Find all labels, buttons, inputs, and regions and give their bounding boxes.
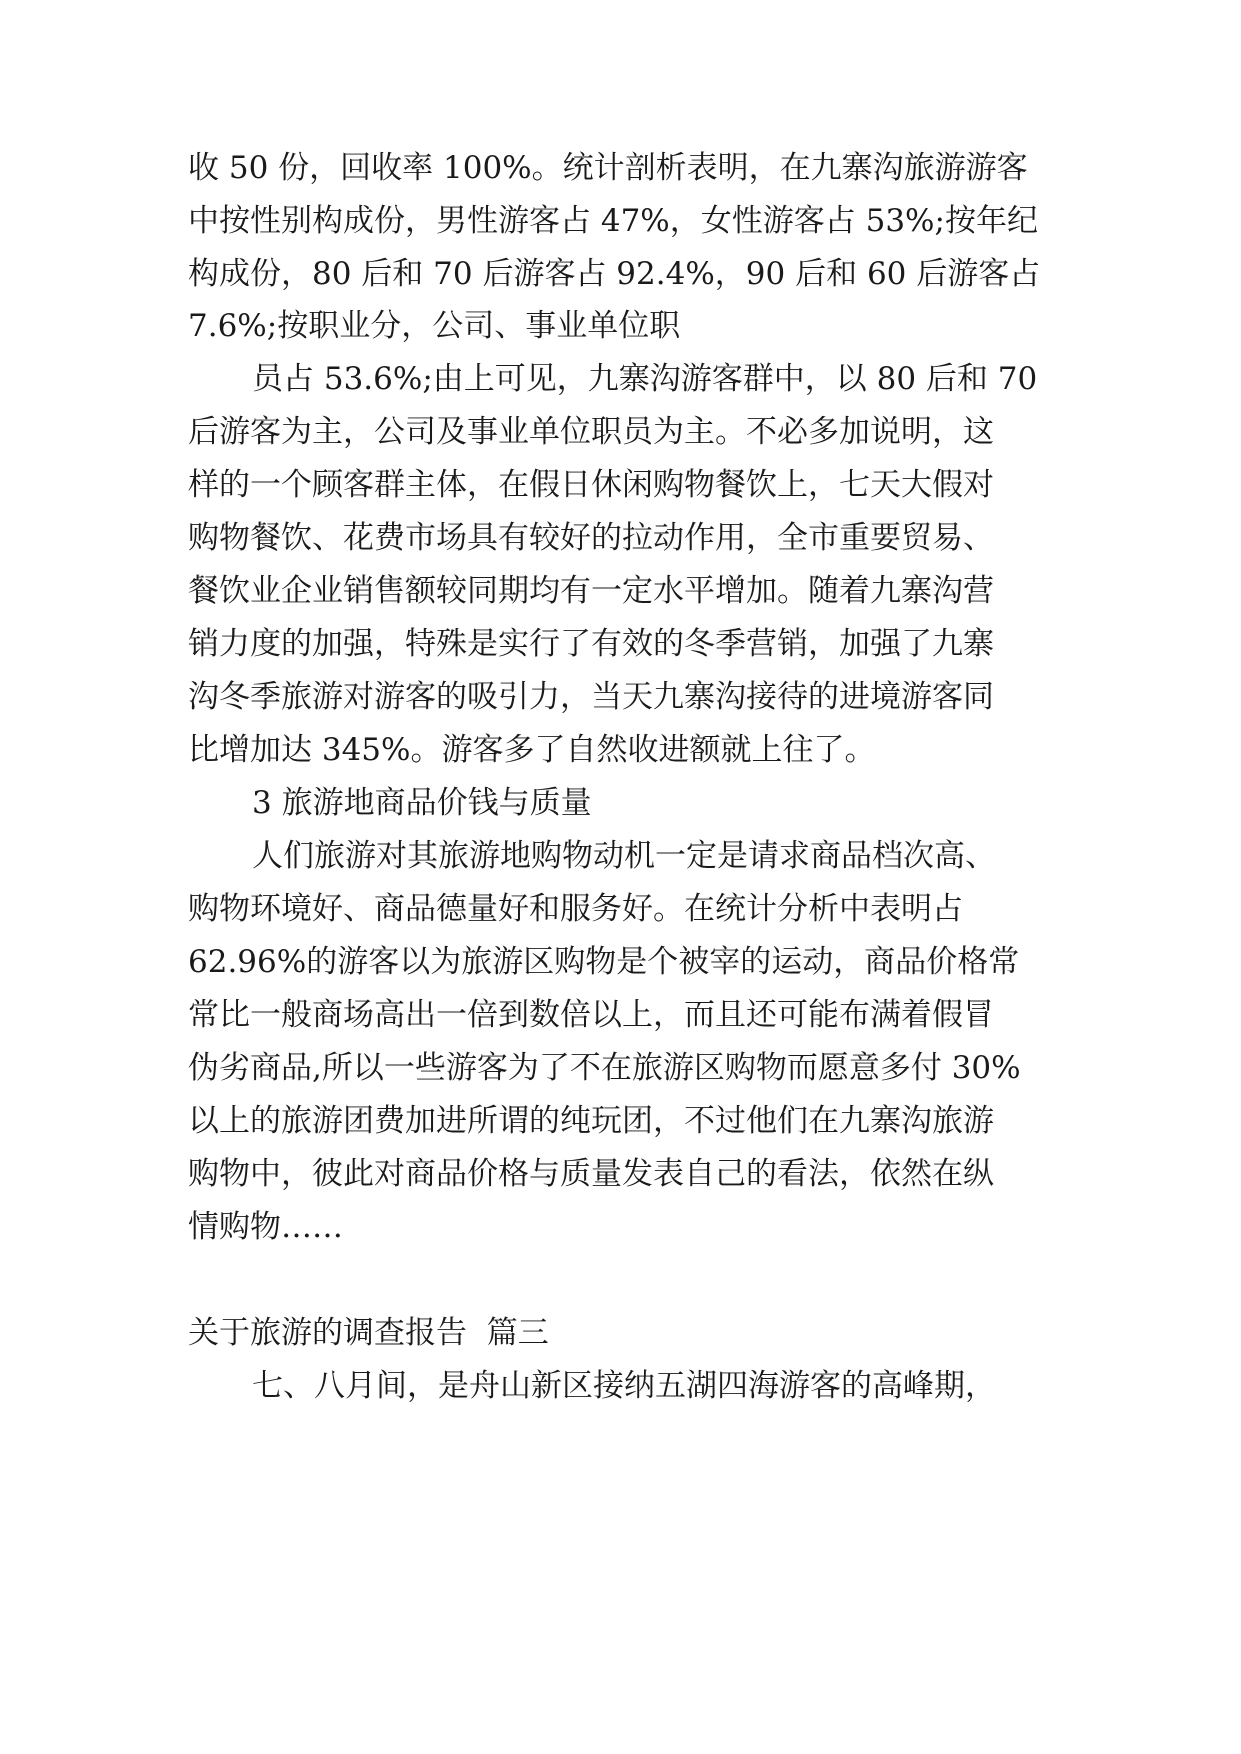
- body-line: 中按性别构成份，男性游客占 47%，女性游客占 53%;按年纪: [188, 203, 1038, 239]
- body-line: 员占 53.6%;由上可见，九寨沟游客群中，以 80 后和 70: [252, 361, 1038, 397]
- body-line: 餐饮业企业销售额较同期均有一定水平增加。随着九寨沟营: [188, 573, 994, 609]
- body-line: 人们旅游对其旅游地购物动机一定是请求商品档次高、: [252, 838, 996, 874]
- body-line: 后游客为主，公司及事业单位职员为主。不必多加说明，这: [188, 414, 994, 450]
- body-line: 收 50 份，回收率 100%。统计剖析表明，在九寨沟旅游游客: [188, 150, 1028, 186]
- body-line: 以上的旅游团费加进所谓的纯玩团，不过他们在九寨沟旅游: [188, 1103, 994, 1139]
- body-line: 情购物……: [188, 1209, 343, 1245]
- body-line: 构成份，80 后和 70 后游客占 92.4%，90 后和 60 后游客占: [188, 256, 1041, 292]
- chapter-title: 关于旅游的调查报告 篇三: [188, 1315, 549, 1351]
- body-line: 样的一个顾客群主体，在假日休闲购物餐饮上，七天大假对: [188, 467, 994, 503]
- body-line: 比增加达 345%。游客多了自然收进额就上往了。: [188, 732, 876, 768]
- body-line: 购物环境好、商品德量好和服务好。在统计分析中表明占: [188, 891, 963, 927]
- body-line: 销力度的加强，特殊是实行了有效的冬季营销，加强了九寨: [188, 626, 994, 662]
- body-line: 7.6%;按职业分，公司、事业单位职: [188, 308, 681, 344]
- body-line: 伪劣商品,所以一些游客为了不在旅游区购物而愿意多付 30%: [188, 1050, 1021, 1086]
- body-line: 购物餐饮、花费市场具有较好的拉动作用，全市重要贸易、: [188, 520, 994, 556]
- section-heading: 3 旅游地商品价钱与质量: [252, 785, 592, 821]
- body-line: 七、八月间，是舟山新区接纳五湖四海游客的高峰期，: [252, 1368, 996, 1404]
- body-line: 购物中，彼此对商品价格与质量发表自己的看法，依然在纵: [188, 1156, 994, 1192]
- body-line: 常比一般商场高出一倍到数倍以上，而且还可能布满着假冒: [188, 997, 994, 1033]
- body-line: 沟冬季旅游对游客的吸引力，当天九寨沟接待的进境游客同: [188, 679, 994, 715]
- body-line: 62.96%的游客以为旅游区购物是个被宰的运动，商品价格常: [188, 944, 1020, 980]
